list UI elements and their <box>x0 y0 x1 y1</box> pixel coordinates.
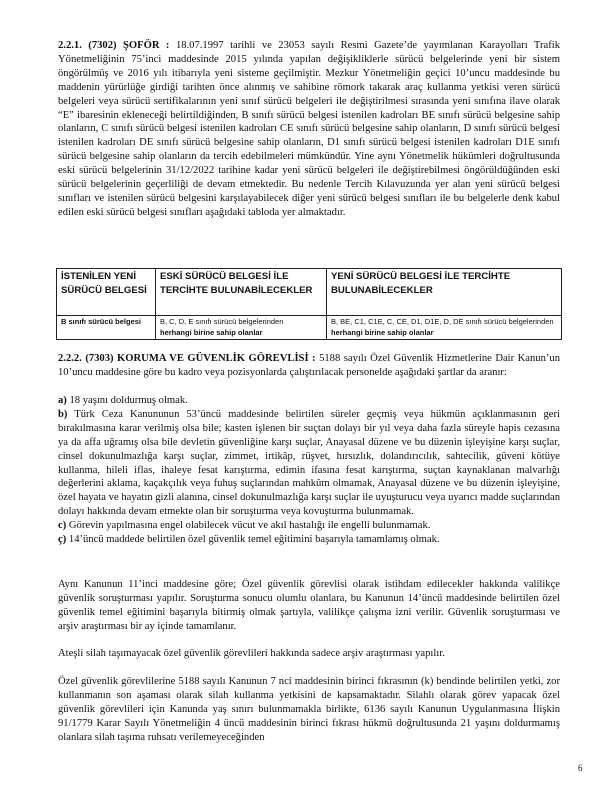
table-cell-required: B sınıfı sürücü belgesi <box>57 316 156 340</box>
list-item <box>58 519 560 533</box>
security-investigation-paragraph: Aynı Kanunun 11’inci maddesine göre; Özel güvenlik görevlisi olarak istihdam edilecekler hakkında valilikçe güvenlik soruşturması yapılır. Soruşturma sonucu olumlu olanlara, bu Kanunun 14’üncü maddesinde belirtilen özel güvenlik temel eğitimini başarıyla bitirmiş olmak şartıyla, valilikçe çalışma izni verilir. Güvenlik soruşturması ve arşiv araştırması bir ay içinde tamamlanır. <box>58 579 560 632</box>
table-cell-new-main: B, BE, C1, C1E, C, CE, D1, D1E, D, DE sınıfı sürücü belgelerinden <box>331 317 554 326</box>
list-item-text: 14’üncü maddede belirtilen özel güvenlik temel eğitimini başarıyla tamamlamış olmak. <box>68 534 440 546</box>
table-cell-new-sub: herhangi birine sahip olanlar <box>331 327 434 337</box>
section-221-body: 18.07.1997 tarihli ve 23053 sayılı Resmi Gazete’de yayımlanan Karayolları Trafik Yönetmeliğinin 75’inci maddesinde 2015 yılında yapılan değişikliklerle sürücü belgelerinde yeni bir sistem öngörülmüş ve 2016 yılı itibarıyla yeni sisteme geçilmiştir. Mezkur Yönetmeliğin geçici 10’uncu maddesinde bu maddenin yürürlüğe girdiği tarihten önce alınmış ve sahibine römork takarak araç kullanma yetkisi veren sürücü belgeleri veya sürücü sertifikalarının yeni sınıf sürücü belgeleri ile değiştirilmesi sırasında yeni sınıfına ilave olarak “E” ibaresinin ekleneceği belirtildiğinden, B sınıfı sürücü belgesi istenilen kadroları BE sınıfı sürücü belgesine sahip olanların, C sınıfı sürücü belgesi istenilen kadroları CE sınıfı sürücü belgesine sahip olanların, D sınıfı sürücü belgesi istenilen kadroları DE sınıfı sürücü belgesine sahip olanların, D1 sınıfı sürücü belgesi istenilen kadroları D1E sınıfı sürücü belgesine sahip olanların da tercih edebilmeleri mümkündür. Yine aynı Yönetmelik hükümleri doğrultusunda eski sürücü belgelerinin 31/12/2022 tarihine kadar yeni sürücü belgeleri ile değiştirebilmesi öngörüldüğünden eski sürücü belgelerinin geçerliliği de devam etmektedir. Bu nedenle Tercih Kılavuzunda yer alan yeni sürücü belgesi sınıfları ve istenilen sürücü belgesini karşılayabilecek diğer yeni sürücü belgesi sınıfları ile bu belgelerle denk kabul edilen eski sürücü belgesi sınıfları aşağıdaki tabloda yer almaktadır. <box>58 40 561 218</box>
list-marker: b) <box>58 408 68 420</box>
table-header-new: YENİ SÜRÜCÜ BELGESİ İLE TERCİHTE BULUNABİLECEKLER <box>327 269 562 316</box>
table-header-old: ESKİ SÜRÜCÜ BELGESİ İLE TERCİHTE BULUNABİLECEKLER <box>156 269 327 316</box>
table-cell-old-sub: herhangi birine sahip olanlar <box>160 327 263 337</box>
list-marker: c) <box>58 520 67 532</box>
list-item-text: Türk Ceza Kanununun 53’üncü maddesinde belirtilen süreler geçmiş veya hükmün açıklanmasının geri bırakılmasına karar verilmiş olsa bile; kasten işlenen bir suçtan dolayı bir yıl veya daha fazla süreyle hapis cezasına ya da affa uğramış olsa bile devletin güvenliğine karşı suçlar, Anayasal düzene ve bu düzenin işleyişine karşı suçlar, cinsel dokunulmazlığa karşı suçlar, zimmet, irtikâp, rüşvet, hırsızlık, dolandırıcılık, sahtecilik, güveni kötüye kullanma, hileli iflas, ihaleye fesat karıştırma, edimin ifasına fesat karıştırma, suçtan kaynaklanan malvarlığı değerlerini aklama, kaçakçılık veya fuhuş suçlarından mahkûm olmamak, Anayasal düzene ve bu düzenin işleyişine, özel hayata ve hayatın gizli alanına, cinsel dokunulmazlığa karşı suçlar ile uyuşturucu veya uyarıcı madde suçlarından dolayı hakkında devam etmekte olan bir soruşturma veya kovuşturma bulunmamak. <box>58 408 560 518</box>
table-row <box>57 316 562 340</box>
list-item <box>58 394 560 408</box>
section-221-heading: 2.2.1. (7302) ŞOFÖR : <box>58 40 170 51</box>
section-221-paragraph <box>58 39 560 220</box>
section-222-heading: 2.2.2. (7303) KORUMA VE GÜVENLİK GÖREVLİSİ : <box>58 353 316 364</box>
table-cell-old <box>156 316 327 340</box>
list-item-text: Görevin yapılmasına engel olabilecek vücut ve akıl hastalığı ile engelli bulunmamak. <box>68 520 431 532</box>
table-header-required: İSTENİLEN YENİ SÜRÜCÜ BELGESİ <box>57 269 156 316</box>
driver-license-table <box>56 268 562 340</box>
page-number: 6 <box>578 763 583 773</box>
weapon-authority-paragraph: Özel güvenlik görevlilerine 5188 sayılı Kanunun 7 nci maddesinin birinci fıkrasının (k) bendinde belirtilen yetki, zor kullanmanın son aşaması olarak silah kullanma yetkisini de kapsamaktadır. Silahlı olarak görev yapacak özel güvenlik görevlileri için Kanunda yaş sınırı bulunmamakla birlikte, 6136 sayılı Kanunun Uygulanmasına İlişkin 91/1779 Karar Sayılı Yönetmeliğin 4 üncü maddesinin birinci fıkrası hükmü doğrultusunda 21 yaşını doldurmamış olanlara silah taşıma ruhsatı verilemeyeceğinden <box>58 676 560 743</box>
section-222-intro: 5188 sayılı Özel Güvenlik Hizmetlerine Dair Kanun’un 10’uncu maddesine göre bu kadro veya pozisyonlarda çalıştırılacak personelde aşağıdaki şartlar da aranır: <box>58 353 560 378</box>
archive-research-paragraph: Ateşli silah taşımayacak özel güvenlik görevlileri hakkında sadece arşiv araştırması yapılır. <box>58 648 445 659</box>
section-222-intro-paragraph <box>58 352 560 380</box>
list-item-text: 18 yaşını doldurmuş olmak. <box>69 395 188 406</box>
list-marker: a) <box>58 395 67 406</box>
table-header-row <box>57 269 562 316</box>
table-cell-new <box>327 316 562 340</box>
list-item <box>58 408 560 519</box>
table-cell-old-main: B, C, D, E sınıfı sürücü belgelerinden <box>160 317 284 326</box>
requirements-list <box>58 394 560 547</box>
list-item <box>58 533 560 547</box>
list-marker: ç) <box>58 534 67 546</box>
